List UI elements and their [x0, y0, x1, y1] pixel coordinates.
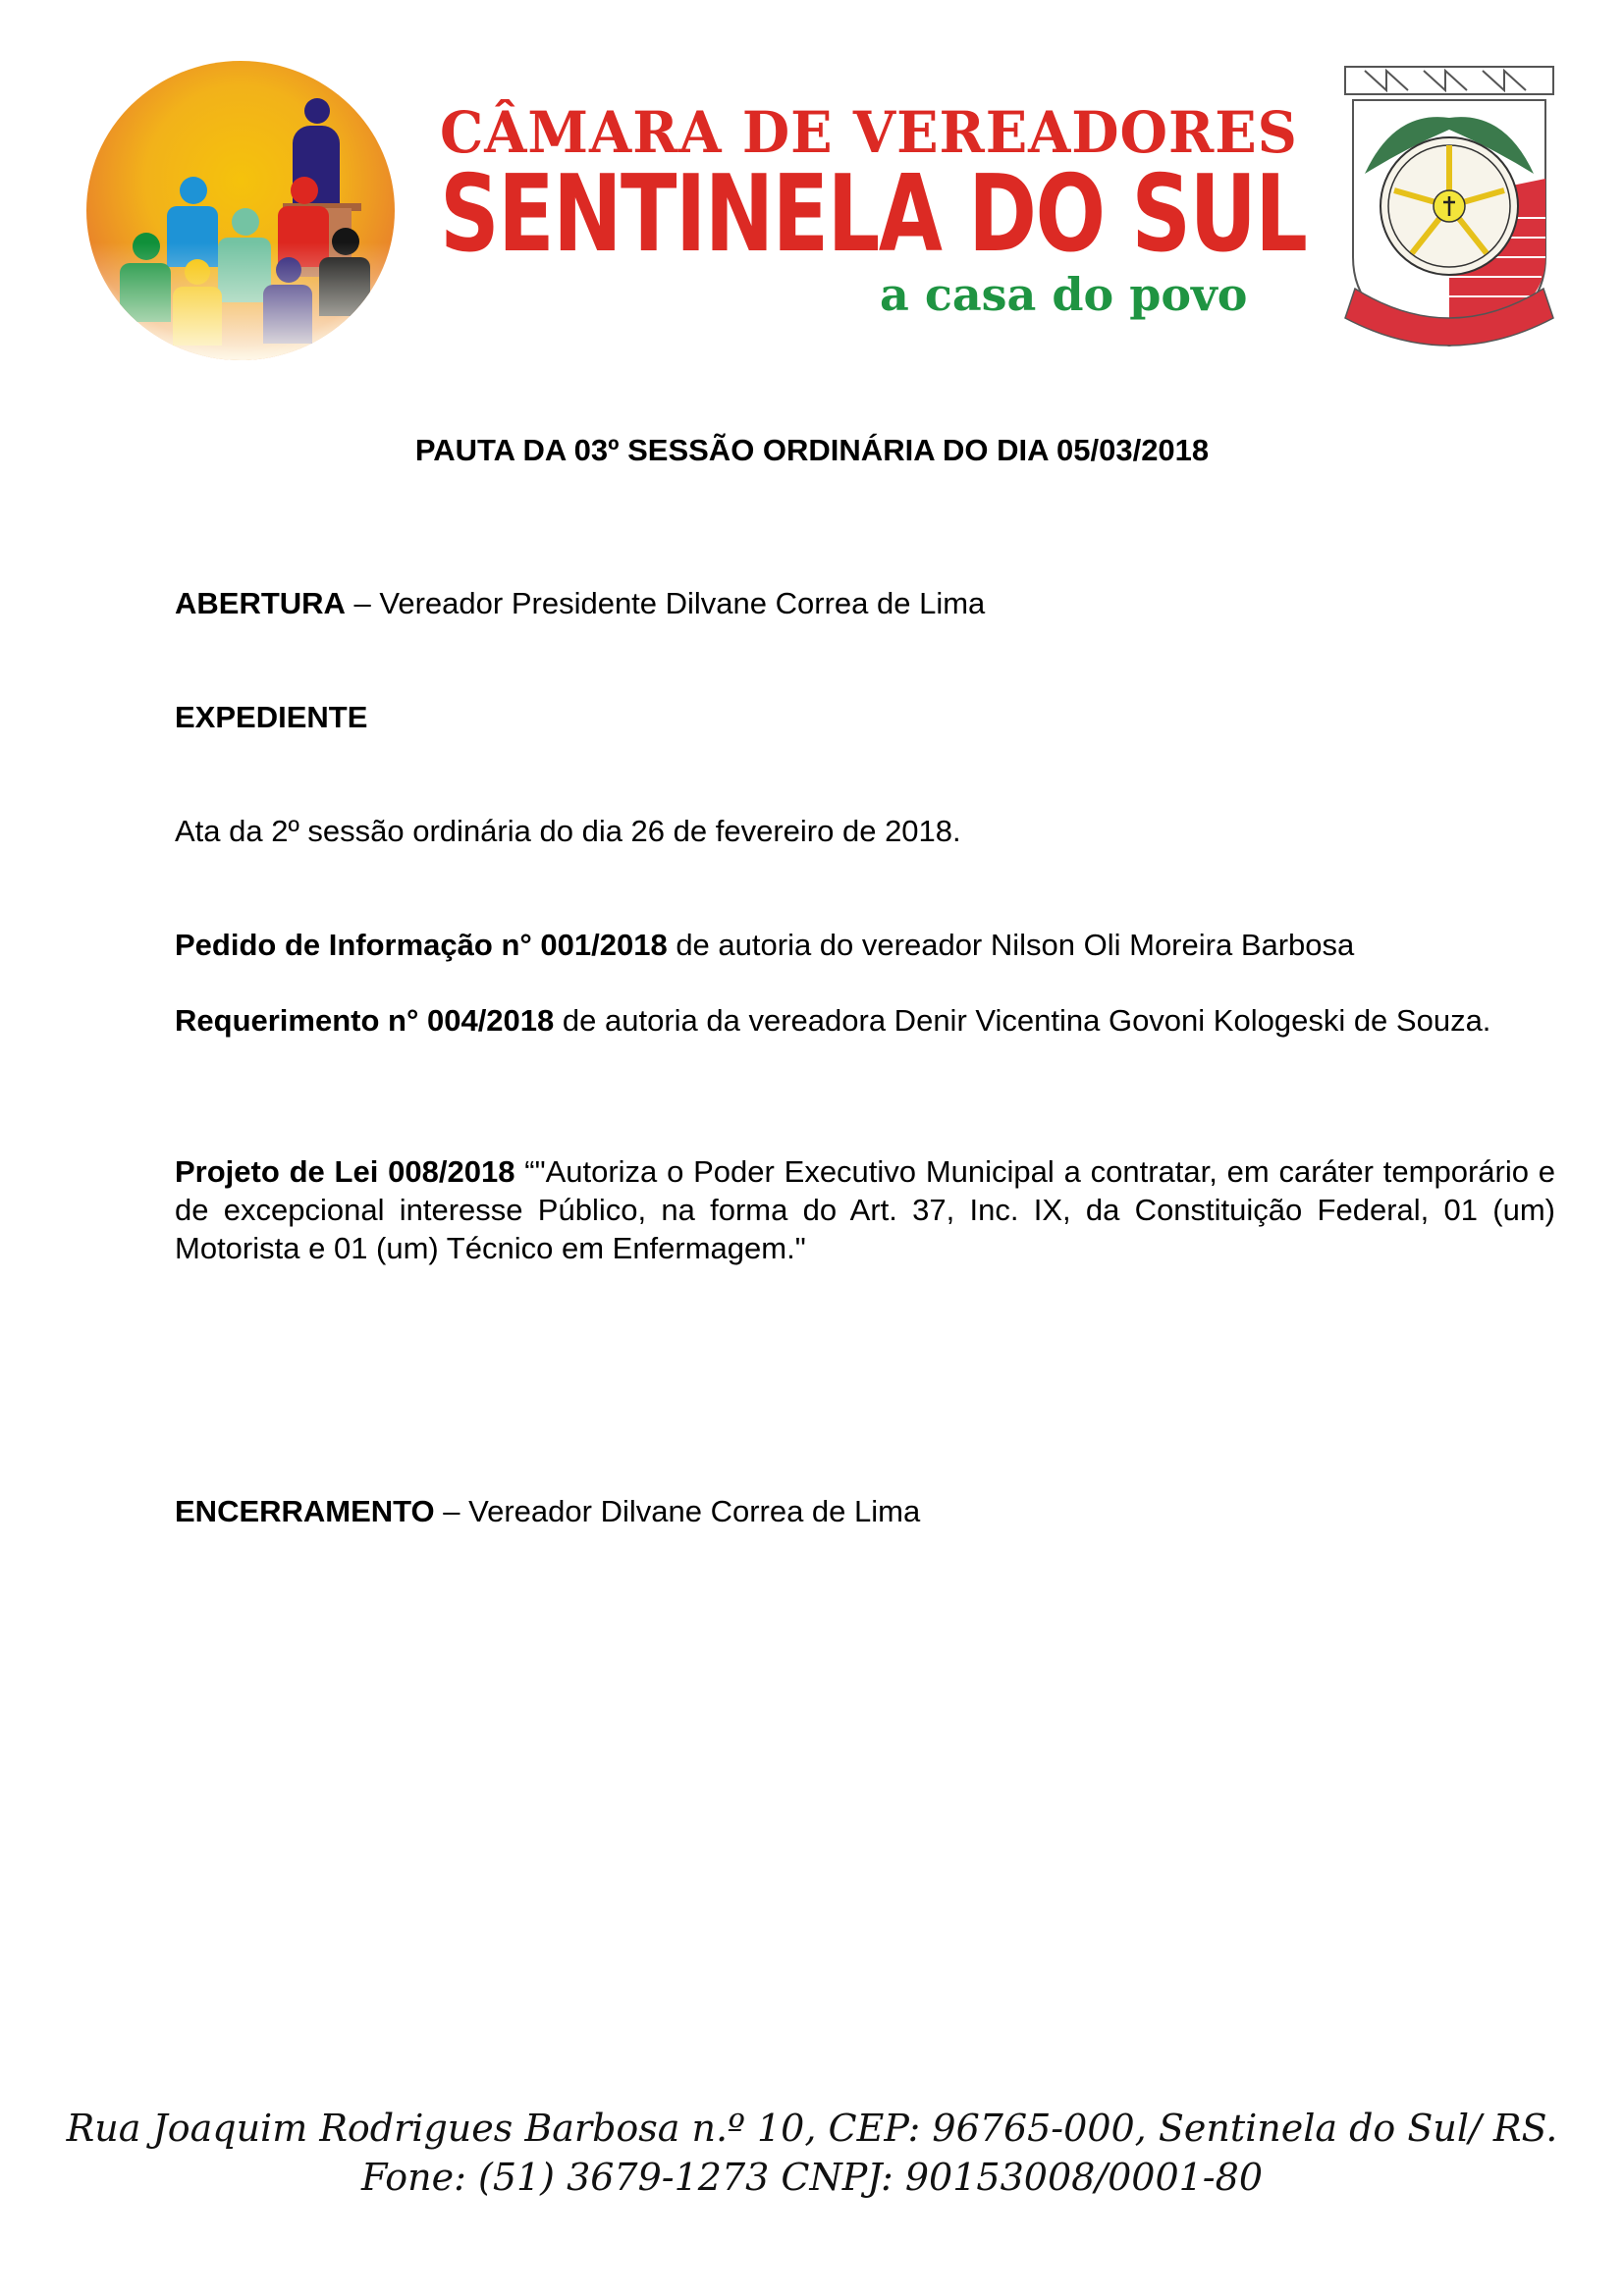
- pedido-text: de autoria do vereador Nilson Oli Moreira Barbosa: [667, 928, 1355, 962]
- footer-contact: Fone: (51) 3679-1273 CNPJ: 90153008/0001-80: [360, 2156, 1263, 2199]
- abertura-label: ABERTURA: [175, 586, 346, 620]
- abertura-text: – Vereador Presidente Dilvane Correa de Lima: [345, 586, 986, 620]
- letterhead: [0, 0, 1624, 373]
- requerimento-item: [175, 1001, 1555, 1041]
- encerramento-label: ENCERRAMENTO: [175, 1494, 435, 1528]
- projeto-label: Projeto de Lei 008/2018: [175, 1154, 515, 1189]
- projeto-de-lei-item: [175, 1152, 1555, 1267]
- chamber-slogan: a casa do povo: [880, 268, 1248, 321]
- encerramento-text: – Vereador Dilvane Correa de Lima: [434, 1494, 921, 1528]
- chamber-title-line1: CÂMARA DE VEREADORES: [440, 99, 1298, 166]
- ata-item: Ata da 2º sessão ordinária do dia 26 de fevereiro de 2018.: [175, 814, 961, 848]
- abertura-section: [175, 584, 1555, 623]
- expediente-label: EXPEDIENTE: [175, 700, 368, 734]
- encerramento-section: [175, 1492, 1555, 1531]
- municipal-crest-icon: [1335, 61, 1563, 355]
- pedido-label: Pedido de Informação n° 001/2018: [175, 928, 668, 962]
- projeto-text: “"Autoriza o Poder Executivo Municipal a contratar, em caráter temporário e de excepcional interesse Público, na forma do Art. 37, Inc. IX, da Constituição Federal, 01 (um) Motorista e 01 (um) Técnico em Enfermagem.": [175, 1154, 1555, 1265]
- logo-fade: [86, 242, 395, 360]
- pedido-informacao-item: [175, 926, 1555, 965]
- requerimento-label: Requerimento n° 004/2018: [175, 1003, 555, 1038]
- page-title: PAUTA DA 03º SESSÃO ORDINÁRIA DO DIA 05/03/2018: [414, 433, 1210, 467]
- requerimento-text: de autoria da vereadora Denir Vicentina Govoni Kologeski de Souza.: [554, 1003, 1491, 1038]
- footer-address: Rua Joaquim Rodrigues Barbosa n.º 10, CEP: 96765-000, Sentinela do Sul/ RS.: [66, 2107, 1558, 2150]
- expediente-heading: [175, 698, 1555, 737]
- assembly-logo: [86, 61, 395, 360]
- chamber-title-line2: SENTINELA DO SUL: [440, 153, 1307, 276]
